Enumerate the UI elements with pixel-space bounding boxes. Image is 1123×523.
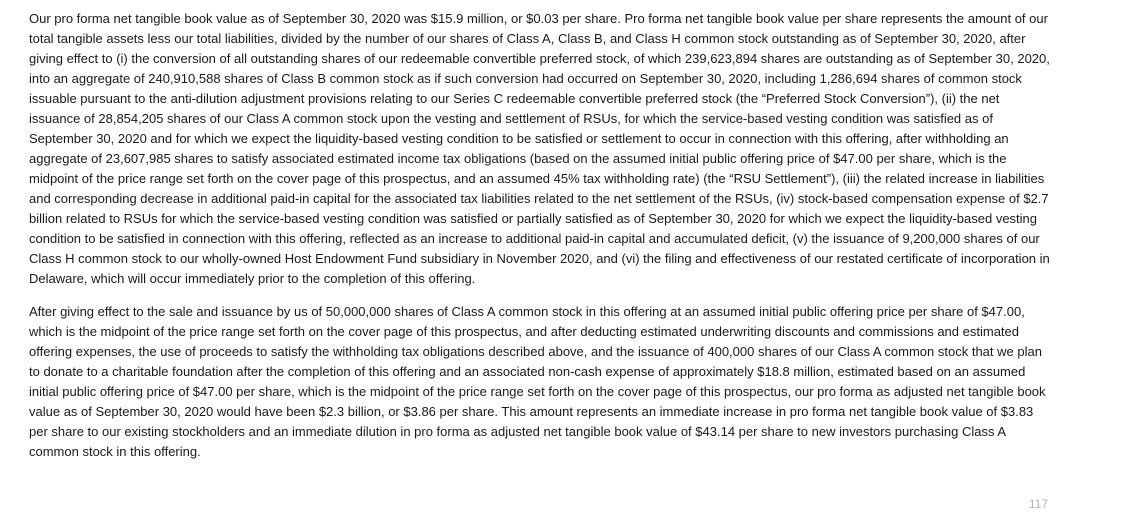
page-number: 117 [1028, 497, 1048, 511]
paragraph-pro-forma-as-adjusted: After giving effect to the sale and issuance by us of 50,000,000 shares of Class A common stock in this offering at an assumed initial public offering price per share of $47.00, which is the midpoint of the price range set forth on the cover page of this prospectus, and after deducting estimated underwriting discounts and commissions and estimated offering expenses, the use of proceeds to satisfy the withholding tax obligations described above, and the issuance of 400,000 shares of our Class A common stock that we plan to donate to a charitable foundation after the completion of this offering and an associated non-cash expense of approximately $18.8 million, estimated based on an assumed initial public offering price of $47.00 per share, which is the midpoint of the price range set forth on the cover page of this prospectus, our pro forma as adjusted net tangible book value as of September 30, 2020 would have been $2.3 billion, or $3.86 per share. This amount represents an immediate increase in pro forma net tangible book value of $3.83 per share to our existing stockholders and an immediate dilution in pro forma as adjusted net tangible book value of $43.14 per share to new investors purchasing Class A common stock in this offering. [29, 304, 1046, 459]
paragraph-pro-forma-net-tangible-book-value: Our pro forma net tangible book value as of September 30, 2020 was $15.9 million, or $0.03 per share. Pro forma net tangible book value per share represents the amount of our total tangible assets less our total liabilities, divided by the number of our shares of Class A, Class B, and Class H common stock outstanding as of September 30, 2020, after giving effect to (i) the conversion of all outstanding shares of our redeemable convertible preferred stock, of which 239,623,894 shares are outstanding as of September 30, 2020, into an aggregate of 240,910,588 shares of Class B common stock as if such conversion had occurred on September 30, 2020, including 1,286,694 shares of common stock issuable pursuant to the anti-dilution adjustment provisions relating to our Series C redeemable convertible preferred stock (the “Preferred Stock Conversion”), (ii) the net issuance of 28,854,205 shares of our Class A common stock upon the vesting and settlement of RSUs, for which the service-based vesting condition was satisfied as of September 30, 2020 and for which we expect the liquidity-based vesting condition to be satisfied or settlement to occur in connection with this offering, after withholding an aggregate of 23,607,985 shares to satisfy associated estimated income tax obligations (based on the assumed initial public offering price of $47.00 per share, which is the midpoint of the price range set forth on the cover page of this prospectus, and an assumed 45% tax withholding rate) (the “RSU Settlement”), (iii) the related increase in liabilities and corresponding decrease in additional paid-in capital for the associated tax liabilities related to the net settlement of the RSUs, (iv) stock-based compensation expense of $2.7 billion related to RSUs for which the service-based vesting condition was satisfied or partially satisfied as of September 30, 2020 for which we expect the liquidity-based vesting condition to be satisfied in connection with this offering, reflected as an increase to additional paid-in capital and accumulated deficit, (v) the issuance of 9,200,000 shares of our Class H common stock to our wholly-owned Host Endowment Fund subsidiary in November 2020, and (vi) the filing and effectiveness of our restated certificate of incorporation in Delaware, which will occur immediately prior to the completion of this offering. [29, 11, 1050, 286]
document-body [29, 9, 1053, 462]
